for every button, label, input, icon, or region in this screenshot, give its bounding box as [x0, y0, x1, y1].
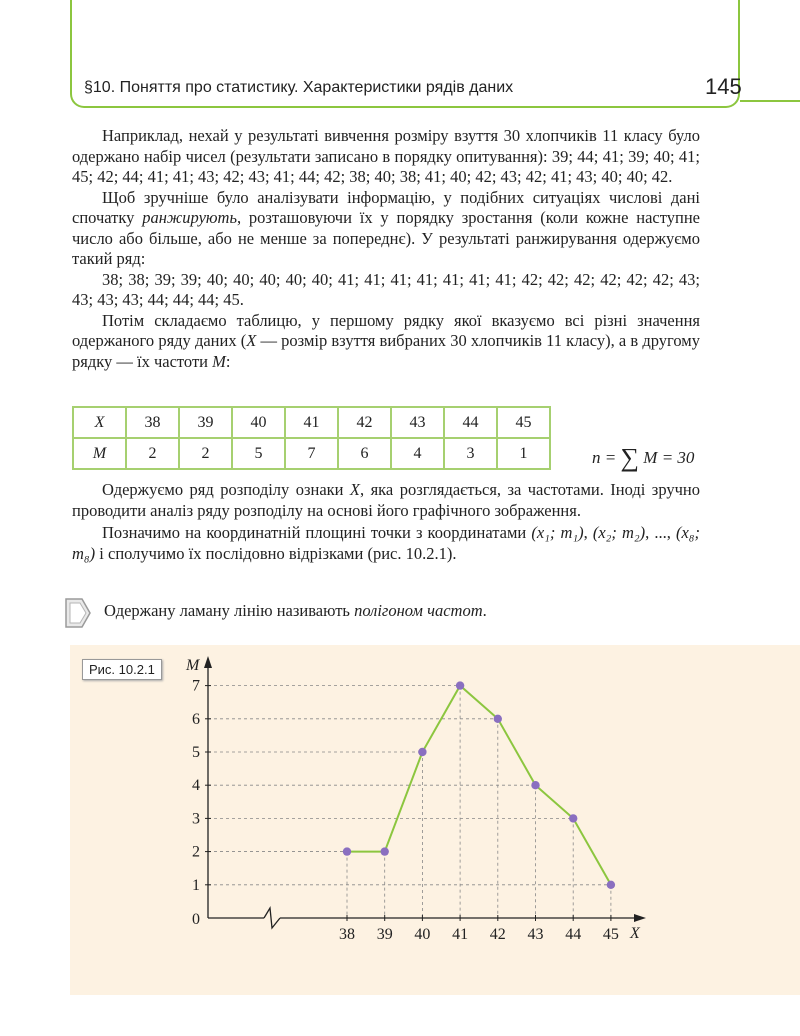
table-cell: 40 — [232, 407, 285, 438]
data-point — [569, 814, 577, 822]
data-point — [381, 847, 389, 855]
p6-sep-1: , — [583, 523, 593, 542]
table-cell-x-label: X — [73, 407, 126, 438]
table-cell: 5 — [232, 438, 285, 469]
y-tick-label: 3 — [192, 810, 200, 828]
x-tick-label: 45 — [602, 926, 619, 943]
x-tick-label: 42 — [489, 926, 506, 943]
x-tick-label: 38 — [339, 926, 355, 943]
running-head: §10. Поняття про статистику. Характеристики рядів даних — [84, 79, 514, 96]
table-cell: 4 — [391, 438, 444, 469]
x-axis-arrow-icon — [634, 914, 646, 922]
y-axis-arrow-icon — [204, 656, 212, 668]
sum-left: n = — [592, 448, 617, 467]
term-ranking: ранжирують — [142, 208, 237, 227]
x-tick-label: 40 — [414, 926, 431, 943]
table-cell: 39 — [179, 407, 232, 438]
coord-1: (x₁; m₁) — [531, 523, 584, 542]
table-cell: 2 — [179, 438, 232, 469]
table-cell: 42 — [338, 407, 391, 438]
page-number: 145 — [705, 74, 742, 99]
y-axis-label: M — [186, 657, 200, 674]
table-cell: 2 — [126, 438, 179, 469]
paragraph-1: Наприклад, нехай у результаті вивчення розміру взуття 30 хлопчиків 11 класу було одержано набір чисел (результати записано в порядку опитування): 39; 44; 41; 39; 40; 41; 45; 42; 44; 41; 41; 43; 42; 43; 41; 44; 42; 38; 40; 38; 41; 40; 42; 43; 42; 41; 43; 40; 40; 42. — [72, 126, 700, 186]
sum-right: M = 30 — [643, 448, 695, 467]
coord-8: (x₈; m₈) — [72, 523, 701, 563]
p5-x: X — [349, 480, 361, 499]
p4-text-b: — розмір взуття вибраних 30 хлопчиків 11 класу), а в другому рядку — їх частоти — [72, 331, 700, 371]
table-cell: 1 — [497, 438, 550, 469]
data-point — [494, 715, 502, 723]
origin-label: 0 — [192, 911, 200, 928]
table-cell: 3 — [444, 438, 497, 469]
p4-text-c: : — [225, 351, 231, 371]
p5-text-b: , яка розглядається, за частотами. Іноді зручно проводити аналіз ряду розподілу на основі його графічного зображення. — [72, 480, 700, 520]
p4-m: M — [212, 351, 226, 371]
y-tick-label: 1 — [192, 876, 200, 894]
x-tick-label: 44 — [565, 926, 582, 943]
y-tick-label: 2 — [192, 843, 200, 861]
data-point — [531, 781, 539, 789]
paragraph-3: 38; 38; 39; 39; 40; 40; 40; 40; 40; 41; 41; 41; 41; 41; 41; 41; 42; 42; 42; 42; 42; 42; 43; 43; 43; 43; 44; 44; 44; 45. — [72, 269, 700, 309]
data-point — [418, 748, 426, 756]
x-tick-label: 43 — [527, 926, 544, 943]
p6-sep-2: , ..., — [645, 523, 676, 542]
p2-text-b: , розташовуючи їх у порядку зростання (коли кожне наступне число або більше, або не менше за попереднє). У результаті ранжирування одержуємо такий ряд: — [72, 208, 700, 268]
p2-text-a: Щоб зручніше було аналізувати інформацію, у подібних ситуаціях числові дані спочатку — [72, 187, 700, 227]
table-cell: 38 — [126, 407, 179, 438]
sigma-symbol: ∑ — [620, 443, 640, 472]
p4-text-a: Потім складаємо таблицю, у першому рядку якої вказуємо всі різні значення одержаного ряду даних ( — [72, 310, 700, 350]
figure-label: Рис. 10.2.1 — [82, 659, 162, 680]
table-cell: 45 — [497, 407, 550, 438]
table-cell: 6 — [338, 438, 391, 469]
p6-text-b: і сполучимо їх послідовно відрізками (рис. 10.2.1). — [95, 543, 457, 563]
x-axis-label: X — [630, 925, 640, 942]
coord-2: (x₂; m₂) — [592, 523, 646, 542]
p5-text-a: Одержуємо ряд розподілу ознаки — [102, 480, 350, 499]
y-tick-label: 4 — [192, 777, 200, 795]
table-cell: 44 — [444, 407, 497, 438]
table-cell: 7 — [285, 438, 338, 469]
tick-labels — [192, 678, 619, 943]
data-point — [456, 681, 464, 689]
p6-text-a: Позначимо на координатній площині точки з координатами — [102, 523, 532, 542]
term-frequency-polygon: полігоном частот — [354, 601, 483, 620]
y-tick-label: 5 — [192, 744, 200, 761]
table-cell-m-label: M — [73, 438, 126, 469]
chart-axes — [204, 656, 646, 928]
x-axis-break-icon — [264, 908, 280, 928]
table-cell: 41 — [285, 407, 338, 438]
x-tick-label: 39 — [376, 926, 393, 943]
table-cell: 43 — [391, 407, 444, 438]
guide-lines — [208, 686, 611, 918]
y-tick-label: 6 — [192, 710, 200, 728]
data-point — [343, 847, 351, 855]
def-text-a: Одержану ламану лінію називають — [104, 601, 355, 620]
y-tick-label: 7 — [192, 677, 200, 695]
p4-x: X — [246, 331, 257, 350]
x-tick-label: 41 — [452, 926, 469, 943]
def-text-b: . — [482, 601, 487, 620]
data-point — [607, 881, 615, 889]
